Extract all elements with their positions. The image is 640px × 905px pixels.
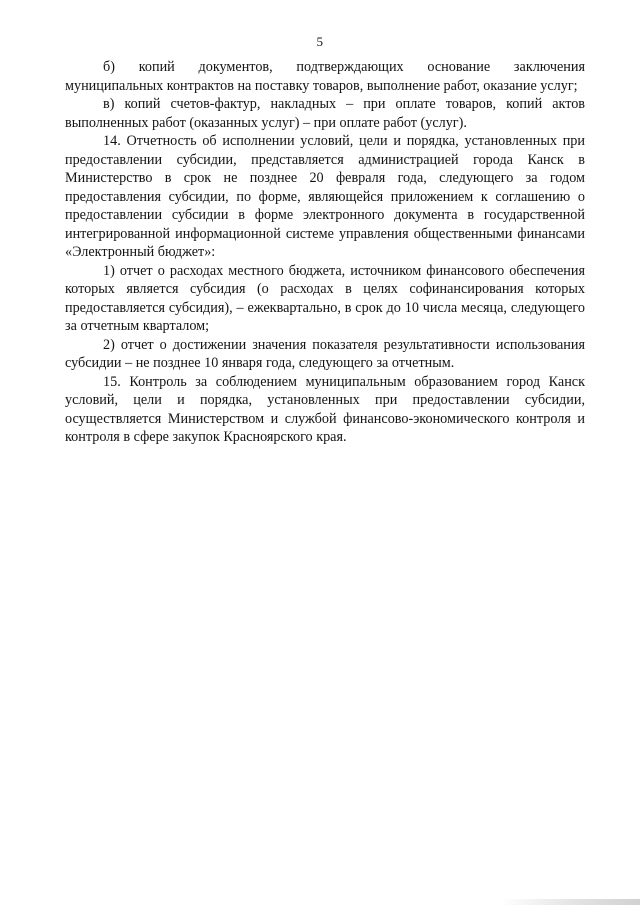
paragraph-14-reporting: 14. Отчетность об исполнении условий, цели и порядка, установленных при предоставлении субсидии, представляется администрацией города Канск в Министерство в срок не позднее 20 февраля года, следующего за годом предоставления субсидии, по форме, являющейся приложением к соглашению о предоставлении субсидии в форме электронного документа в государственной интегрированной информационной системе управления общественными финансами «Электронный бюджет»: bbox=[65, 133, 585, 260]
document-body bbox=[65, 58, 585, 447]
paragraph-b-documents: б) копий документов, подтверждающих основание заключения муниципальных контрактов на поставку товаров, выполнение работ, оказание услуг; bbox=[65, 59, 585, 94]
scan-edge-mark bbox=[500, 899, 640, 905]
paragraph-report-expenses: 1) отчет о расходах местного бюджета, источником финансового обеспечения которых является субсидия (о расходах в целях софинансирования которых предоставляется субсидия), – ежеквартально, в срок до 10 числа месяца, следующего за отчетным кварталом; bbox=[65, 262, 585, 334]
paragraph-v-invoices: в) копий счетов-фактур, накладных – при оплате товаров, копий актов выполненных работ (оказанных услуг) – при оплате работ (услуг). bbox=[65, 96, 585, 131]
paragraph-15-control: 15. Контроль за соблюдением муниципальным образованием город Канск условий, цели и порядка, установленных при предоставлении субсидии, осуществляется Министерством и службой финансово-экономического контроля и контроля в сфере закупок Красноярского края. bbox=[65, 373, 585, 445]
page-number: 5 bbox=[316, 34, 324, 49]
paragraph-report-performance: 2) отчет о достижении значения показателя результативности использования субсидии – не позднее 10 января года, следующего за отчетным. bbox=[65, 336, 585, 371]
